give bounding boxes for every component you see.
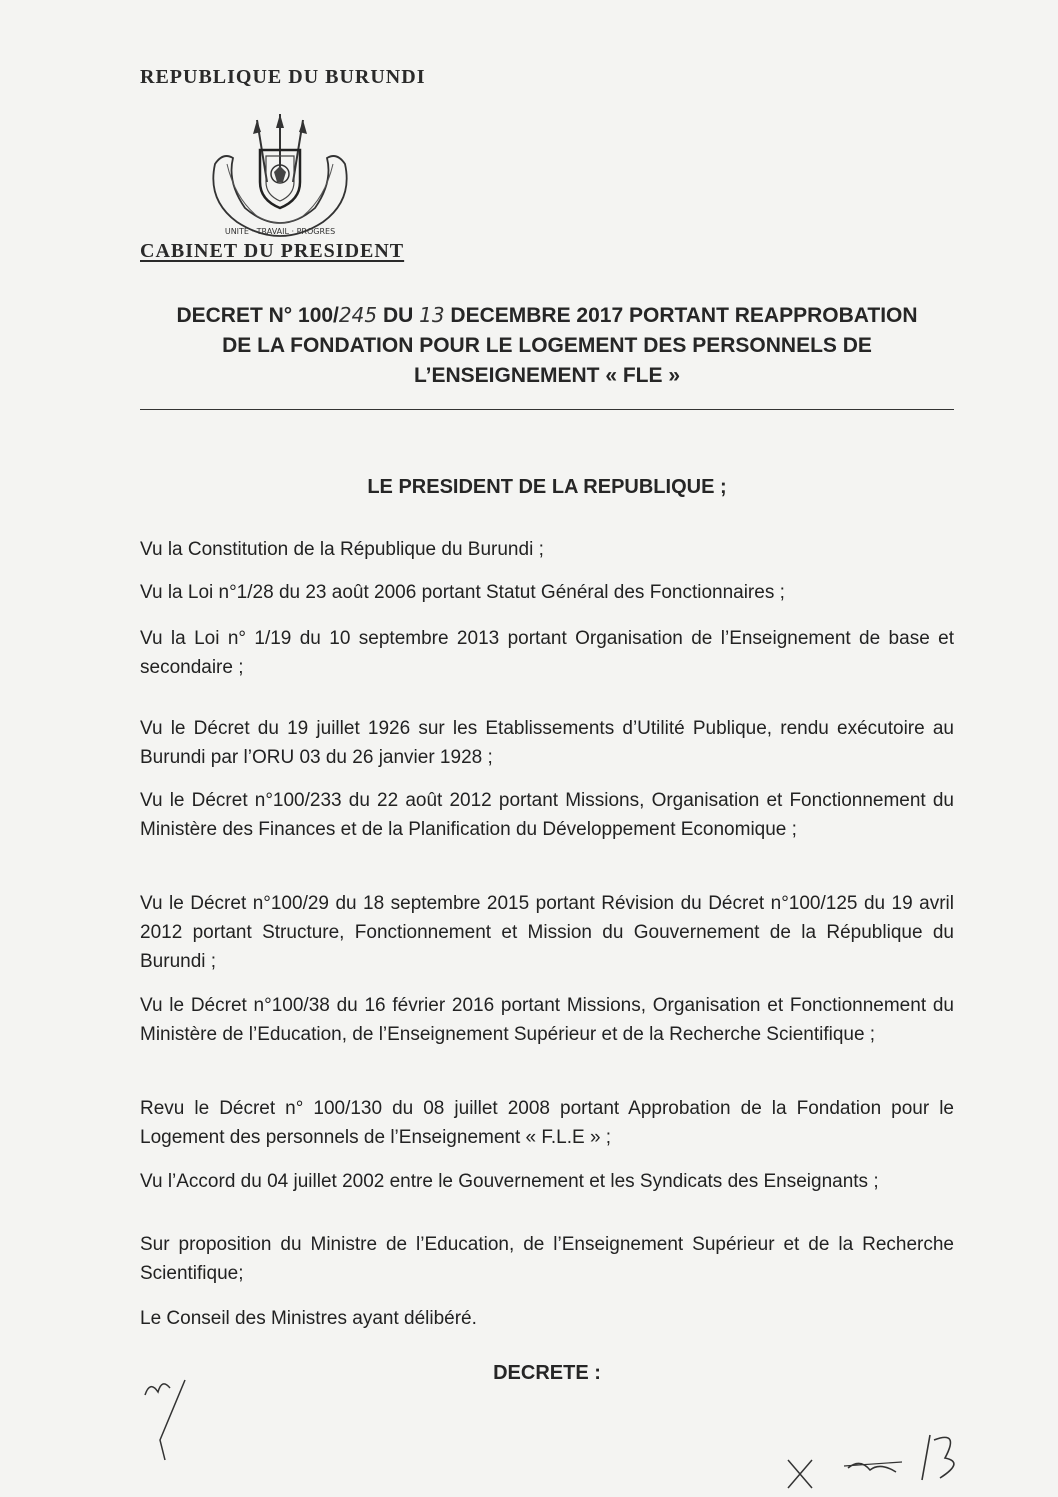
republic-heading: REPUBLIQUE DU BURUNDI	[140, 66, 426, 88]
motto-text: UNITE · TRAVAIL · PROGRES	[224, 227, 336, 236]
title-du: DU	[382, 304, 414, 327]
visa-paragraph: Vu le Décret n°100/29 du 18 septembre 2015 portant Révision du Décret n°100/125 du 19 avril 2012 portant Structure, Fonctionnement et Mission du Gouvernement de la République du Burundi ;	[140, 893, 954, 972]
proposition-paragraph: Sur proposition du Ministre de l’Education, de l’Enseignement Supérieur et de la Recherche Scientifique;	[140, 1234, 954, 1284]
visa-paragraph: Vu la Loi n° 1/19 du 10 septembre 2013 portant Organisation de l’Enseignement de base et secondaire ;	[140, 628, 954, 678]
cabinet-heading: CABINET DU PRESIDENT	[140, 240, 405, 262]
day-handwritten: 13	[419, 303, 445, 327]
visa-paragraph: Vu le Décret n°100/233 du 22 août 2012 portant Missions, Organisation et Fonctionnement du Ministère des Finances et de la Planification du Développement Economique ;	[140, 790, 954, 840]
title-suffix: DECEMBRE 2017 PORTANT REAPPROBATION	[450, 304, 918, 327]
decree-number-handwritten: 245	[338, 303, 378, 327]
council-paragraph: Le Conseil des Ministres ayant délibéré.	[140, 1308, 477, 1329]
title-line-2: DE LA FONDATION POUR LE LOGEMENT DES PERSONNELS DE	[222, 334, 872, 357]
visa-paragraph: Vu le Décret n°100/38 du 16 février 2016 portant Missions, Organisation et Fonctionnement du Ministère de l’Education, de l’Enseignement Supérieur et de la Recherche Scientifique ;	[140, 995, 954, 1045]
visa-paragraph: Revu le Décret n° 100/130 du 08 juillet 2008 portant Approbation de la Fondation pour le Logement des personnels de l’Enseignement « F.L.E » ;	[140, 1098, 954, 1148]
visa-paragraph: Vu l’Accord du 04 juillet 2002 entre le Gouvernement et les Syndicats des Enseignants ;	[140, 1171, 879, 1192]
visa-paragraph: Vu la Constitution de la République du Burundi ;	[140, 539, 544, 560]
president-heading: LE PRESIDENT DE LA REPUBLIQUE ;	[367, 476, 727, 498]
title-prefix: DECRET N° 100/	[176, 304, 339, 327]
visa-paragraph: Vu la Loi n°1/28 du 23 août 2006 portant Statut Général des Fonctionnaires ;	[140, 582, 785, 603]
title-line-3: L’ENSEIGNEMENT « FLE »	[413, 364, 681, 387]
decrete-heading: DECRETE :	[493, 1362, 601, 1384]
visa-paragraph: Vu le Décret du 19 juillet 1926 sur les Etablissements d’Utilité Publique, rendu exécutoire au Burundi par l’ORU 03 du 26 janvier 1928 ;	[140, 718, 954, 768]
